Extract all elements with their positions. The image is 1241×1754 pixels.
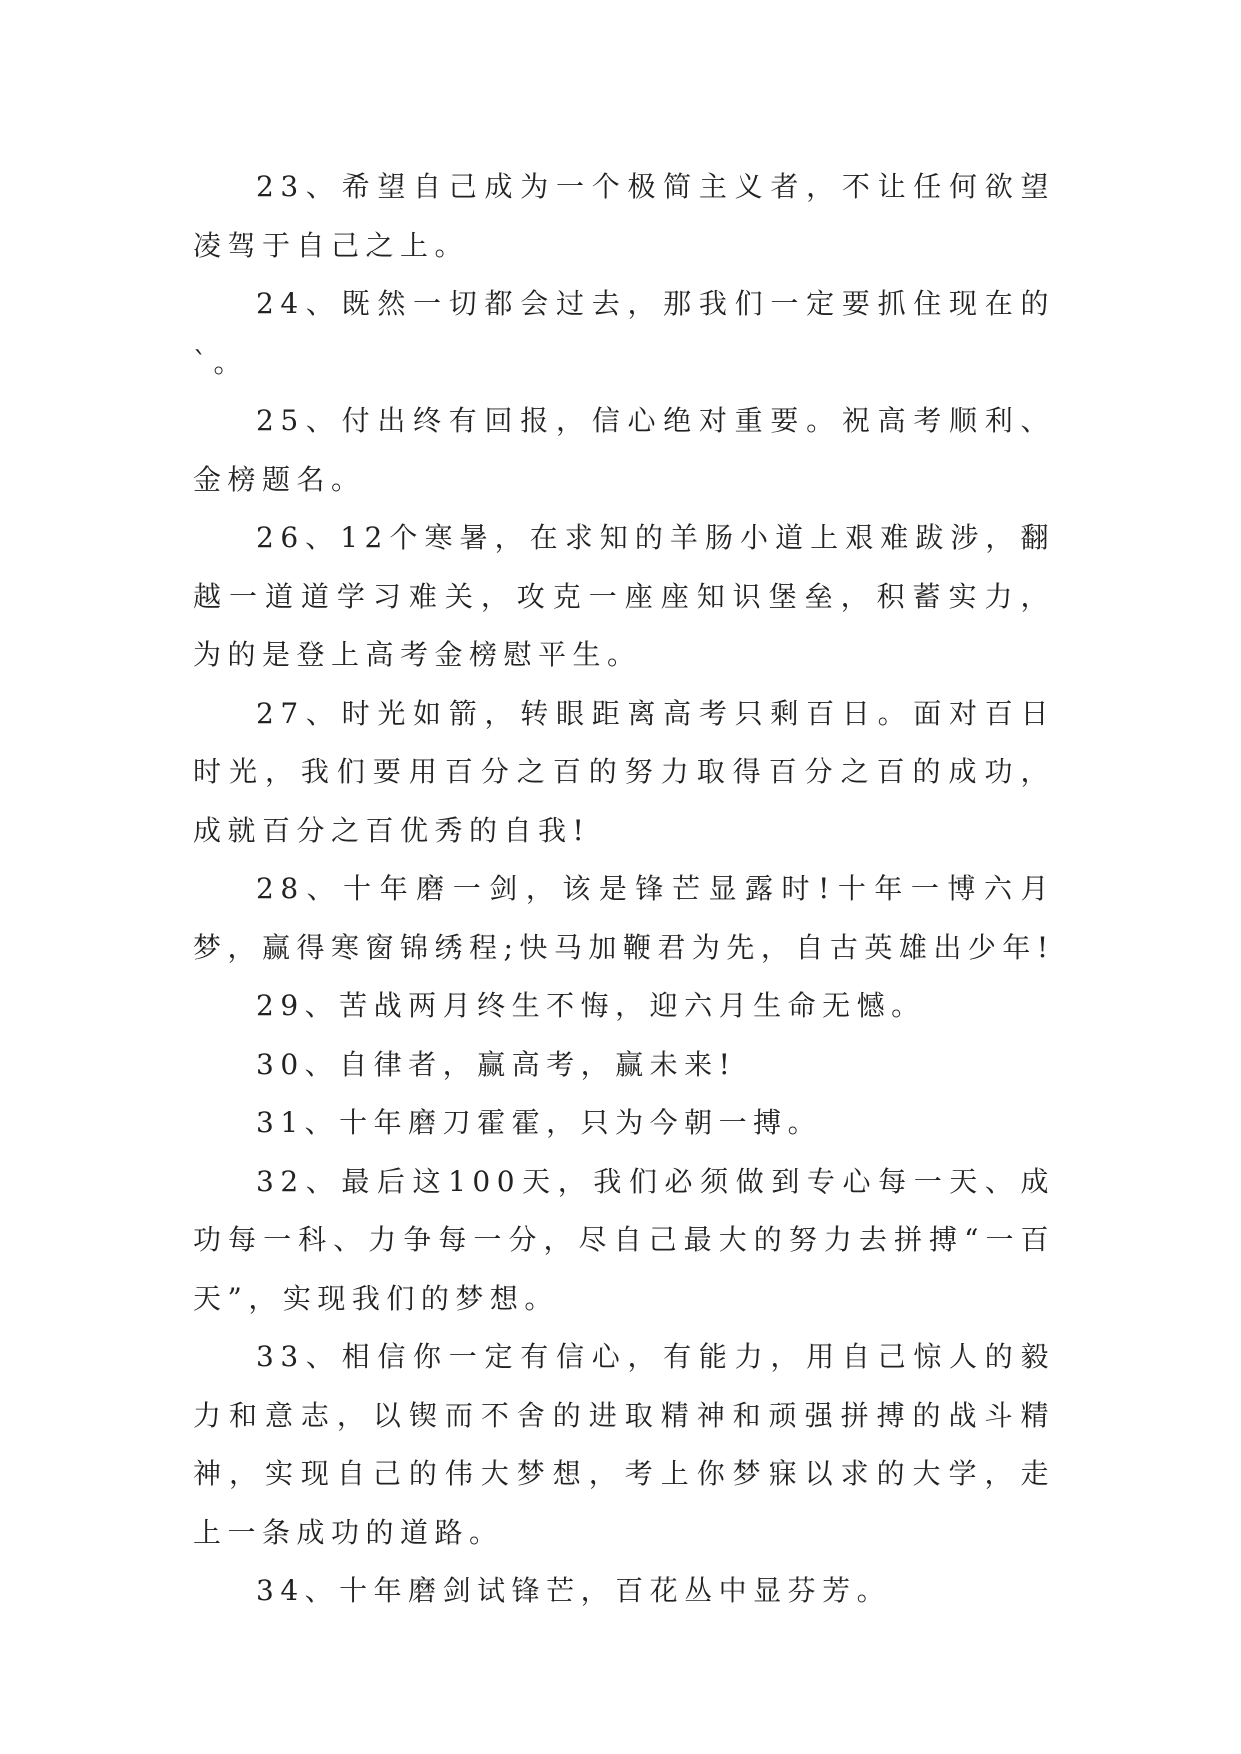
paragraph-27: 27、时光如箭，转眼距离高考只剩百日。面对百日时光，我们要用百分之百的努力取得百分之百的成功，成就百分之百优秀的自我!	[193, 696, 1055, 847]
paragraph-29: 29、苦战两月终生不悔，迎六月生命无憾。	[256, 989, 926, 1022]
paragraph-28: 28、十年磨一剑，该是锋芒显露时!十年一博六月梦，赢得寒窗锦绣程;快马加鞭君为先，自古英雄出少年!	[193, 872, 1055, 964]
paragraph-23: 23、希望自己成为一个极简主义者，不让任何欲望凌驾于自己之上。	[193, 170, 1055, 262]
paragraph-31: 31、十年磨刀霍霍，只为今朝一搏。	[256, 1106, 823, 1139]
paragraph-26: 26、12个寒暑，在求知的羊肠小道上艰难跋涉，翻越一道道学习难关，攻克一座座知识堡垒，积蓄实力，为的是登上高考金榜慰平生。	[193, 521, 1055, 671]
paragraph-32: 32、最后这100天，我们必须做到专心每一天、成功每一科、力争每一分，尽自己最大的努力去拼搏“一百天”，实现我们的梦想。	[193, 1164, 1055, 1315]
paragraph-25: 25、付出终有回报，信心绝对重要。祝高考顺利、金榜题名。	[193, 404, 1055, 496]
paragraph-33: 33、相信你一定有信心，有能力，用自己惊人的毅力和意志，以锲而不舍的进取精神和顽强拼搏的战斗精神，实现自己的伟大梦想，考上你梦寐以求的大学，走上一条成功的道路。	[193, 1340, 1055, 1549]
paragraph-30: 30、自律者，赢高考，赢未来!	[256, 1047, 737, 1081]
paragraph-34: 34、十年磨剑试锋芒，百花丛中显芬芳。	[256, 1574, 892, 1607]
document-body	[193, 158, 1055, 1621]
paragraph-24: 24、既然一切都会过去，那我们一定要抓住现在的`。	[193, 287, 1055, 379]
